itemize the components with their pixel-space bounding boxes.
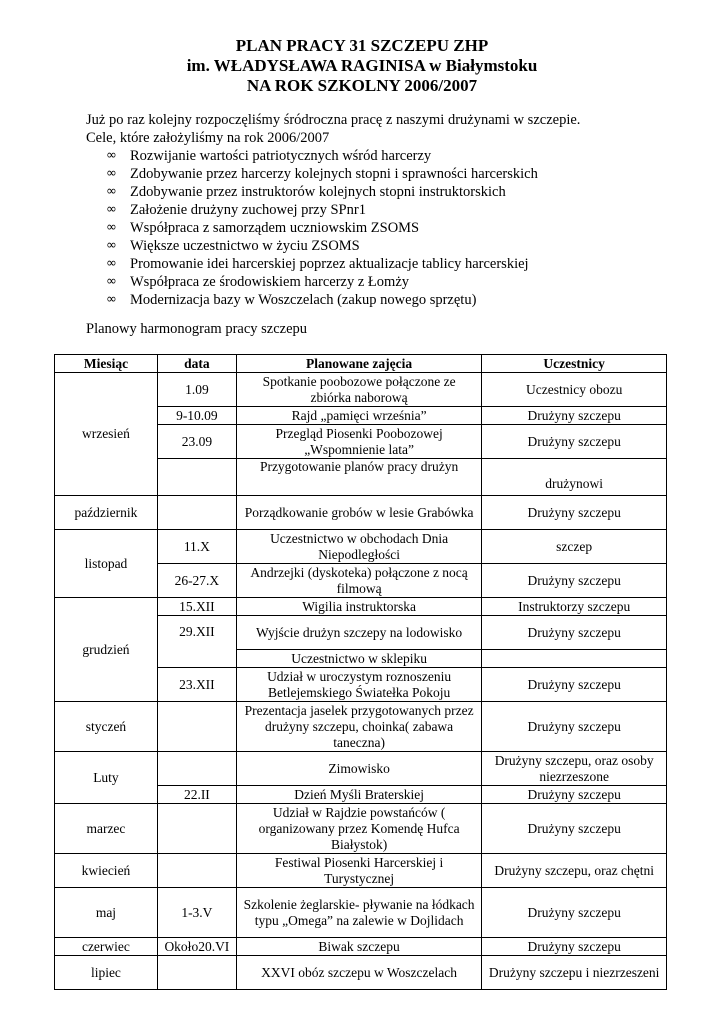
activity-cell: Rajd „pamięci września” xyxy=(236,407,481,425)
activity-cell: Spotkanie poobozowe połączone ze zbiórka naborową xyxy=(236,373,481,407)
participants-cell: Drużyny szczepu xyxy=(482,938,667,956)
activity-cell: Przygotowanie planów pracy drużyn xyxy=(236,459,481,496)
date-cell xyxy=(157,702,236,752)
month-cell: maj xyxy=(55,888,158,938)
goal-item: ∞ Zdobywanie przez instruktorów kolejnych stopni instruktorskich xyxy=(106,184,506,200)
date-cell: 23.09 xyxy=(157,425,236,459)
goal-item: ∞ Zdobywanie przez harcerzy kolejnych stopni i sprawności harcerskich xyxy=(106,166,538,182)
participants-cell: drużynowi xyxy=(482,459,667,496)
infinity-bullet-icon: ∞ xyxy=(106,202,117,217)
infinity-bullet-icon: ∞ xyxy=(106,238,117,253)
activity-cell: Wigilia instruktorska xyxy=(236,598,481,616)
month-cell: Luty xyxy=(55,752,158,804)
goal-item: ∞ Większe uczestnictwo w życiu ZSOMS xyxy=(106,238,360,254)
date-cell xyxy=(157,804,236,854)
goal-item: ∞ Rozwijanie wartości patriotycznych wśród harcerzy xyxy=(106,148,432,164)
month-cell: kwiecień xyxy=(55,854,158,888)
month-cell: grudzień xyxy=(55,598,158,702)
table-row xyxy=(55,938,667,956)
goal-item: ∞ Współpraca ze środowiskiem harcerzy z Łomży xyxy=(106,274,410,290)
participants-cell: Drużyny szczepu, oraz chętni xyxy=(482,854,667,888)
month-cell: wrzesień xyxy=(55,373,158,496)
date-cell: 29.XII xyxy=(157,616,236,668)
intro-line-1: Już po raz kolejny rozpoczęliśmy śródroczna pracę z naszymi drużynami w szczepie. xyxy=(86,112,581,128)
activity-cell: Festiwal Piosenki Harcerskiej i Turystycznej xyxy=(236,854,481,888)
table-row xyxy=(55,752,667,786)
participants-cell: Drużyny szczepu xyxy=(482,616,667,650)
activity-cell: Porządkowanie grobów w lesie Grabówka xyxy=(236,496,481,530)
participants-cell: Drużyny szczepu xyxy=(482,702,667,752)
activity-cell: Przegląd Piosenki Poobozowej „Wspomnienie lata” xyxy=(236,425,481,459)
activity-cell: Biwak szczepu xyxy=(236,938,481,956)
infinity-bullet-icon: ∞ xyxy=(106,148,117,163)
month-cell: marzec xyxy=(55,804,158,854)
date-cell: 1.09 xyxy=(157,373,236,407)
activity-cell: Udział w Rajdzie powstańców ( organizowany przez Komendę Hufca Białystok) xyxy=(236,804,481,854)
activity-cell: Uczestnictwo w sklepiku xyxy=(236,650,481,668)
date-cell xyxy=(157,752,236,786)
schedule-table xyxy=(54,354,667,990)
table-row xyxy=(55,530,667,564)
date-cell xyxy=(157,459,236,496)
date-cell: 9-10.09 xyxy=(157,407,236,425)
date-cell: 22.II xyxy=(157,786,236,804)
table-row xyxy=(55,598,667,616)
participants-cell: Drużyny szczepu i niezrzeszeni xyxy=(482,956,667,990)
participants-cell: Uczestnicy obozu xyxy=(482,373,667,407)
date-cell xyxy=(157,956,236,990)
goal-item: ∞ Promowanie idei harcerskiej poprzez aktualizacje tablicy harcerskiej xyxy=(106,256,529,272)
activity-cell: Dzień Myśli Braterskiej xyxy=(236,786,481,804)
activity-cell: Prezentacja jaselek przygotowanych przez drużyny szczepu, choinka( zabawa taneczna) xyxy=(236,702,481,752)
participants-cell: Drużyny szczepu xyxy=(482,496,667,530)
date-cell xyxy=(157,854,236,888)
participants-cell: Drużyny szczepu xyxy=(482,425,667,459)
month-cell: październik xyxy=(55,496,158,530)
table-row xyxy=(55,702,667,752)
header-month: Miesiąc xyxy=(55,355,158,373)
activity-cell: Szkolenie żeglarskie- pływanie na łódkach typu „Omega” na zalewie w Dojlidach xyxy=(236,888,481,938)
activity-cell: Udział w uroczystym roznoszeniu Betlejemskiego Światełka Pokoju xyxy=(236,668,481,702)
activity-cell: Uczestnictwo w obchodach Dnia Niepodległości xyxy=(236,530,481,564)
participants-cell: Drużyny szczepu xyxy=(482,668,667,702)
infinity-bullet-icon: ∞ xyxy=(106,274,117,289)
header-activity: Planowane zajęcia xyxy=(236,355,481,373)
table-row xyxy=(55,496,667,530)
participants-cell: Instruktorzy szczepu xyxy=(482,598,667,616)
participants-cell: szczep xyxy=(482,530,667,564)
table-row xyxy=(55,804,667,854)
schedule-label: Planowy harmonogram pracy szczepu xyxy=(86,321,308,337)
participants-cell: Drużyny szczepu xyxy=(482,786,667,804)
month-cell: styczeń xyxy=(55,702,158,752)
date-cell: 11.X xyxy=(157,530,236,564)
participants-cell xyxy=(482,650,667,668)
table-row xyxy=(55,854,667,888)
infinity-bullet-icon: ∞ xyxy=(106,220,117,235)
infinity-bullet-icon: ∞ xyxy=(106,292,117,307)
title-line-1: PLAN PRACY 31 SZCZEPU ZHP xyxy=(235,36,489,55)
activity-cell: XXVI obóz szczepu w Woszczelach xyxy=(236,956,481,990)
month-cell: czerwiec xyxy=(55,938,158,956)
header-participants: Uczestnicy xyxy=(482,355,667,373)
title-line-2: im. WŁADYSŁAWA RAGINISA w Białymstoku xyxy=(186,56,538,75)
intro-text xyxy=(86,111,580,147)
date-cell: Około20.VI xyxy=(157,938,236,956)
infinity-bullet-icon: ∞ xyxy=(106,256,117,271)
participants-cell: Drużyny szczepu, oraz osoby niezrzeszone xyxy=(482,752,667,786)
participants-cell: Drużyny szczepu xyxy=(482,804,667,854)
date-cell: 1-3.V xyxy=(157,888,236,938)
goal-item: ∞ Modernizacja bazy w Woszczelach (zakup nowego sprzętu) xyxy=(106,292,477,308)
participants-cell: Drużyny szczepu xyxy=(482,888,667,938)
goal-item: ∞ Założenie drużyny zuchowej przy SPnr1 xyxy=(106,202,366,218)
table-row xyxy=(55,373,667,407)
infinity-bullet-icon: ∞ xyxy=(106,166,117,181)
activity-cell: Zimowisko xyxy=(236,752,481,786)
date-cell: 26-27.X xyxy=(157,564,236,598)
goals-list xyxy=(106,147,538,309)
table-header-row xyxy=(55,355,667,373)
month-cell: listopad xyxy=(55,530,158,598)
intro-line-2: Cele, które założyliśmy na rok 2006/2007 xyxy=(86,130,330,146)
participants-cell: Drużyny szczepu xyxy=(482,564,667,598)
document-title xyxy=(0,36,724,96)
table-row xyxy=(55,956,667,990)
activity-cell: Andrzejki (dyskoteka) połączone z nocą filmową xyxy=(236,564,481,598)
participants-cell: Drużyny szczepu xyxy=(482,407,667,425)
header-date: data xyxy=(157,355,236,373)
month-cell: lipiec xyxy=(55,956,158,990)
date-cell xyxy=(157,496,236,530)
infinity-bullet-icon: ∞ xyxy=(106,184,117,199)
date-cell: 23.XII xyxy=(157,668,236,702)
goal-item: ∞ Współpraca z samorządem uczniowskim ZSOMS xyxy=(106,220,420,236)
title-line-3: NA ROK SZKOLNY 2006/2007 xyxy=(246,76,478,95)
date-cell: 15.XII xyxy=(157,598,236,616)
table-row xyxy=(55,888,667,938)
activity-cell: Wyjście drużyn szczepy na lodowisko xyxy=(236,616,481,650)
